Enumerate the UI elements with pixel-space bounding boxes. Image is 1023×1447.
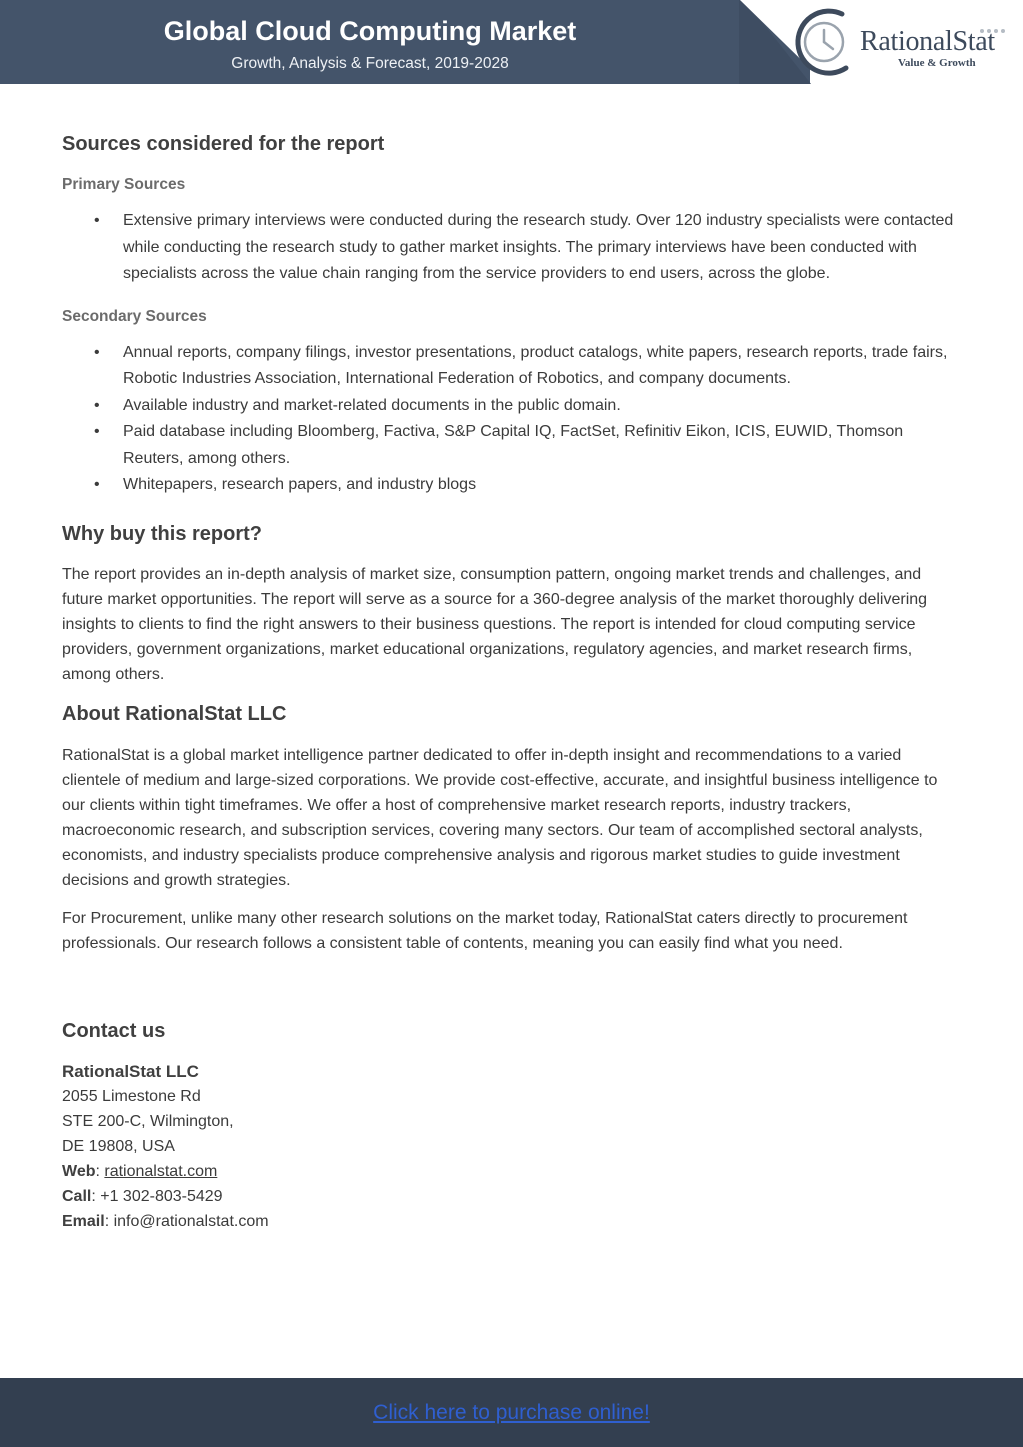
- email-address: info@rationalstat.com: [113, 1212, 269, 1230]
- web-row: [62, 1159, 962, 1184]
- contact-heading: Contact us: [62, 1019, 166, 1042]
- email-label: Email: [62, 1212, 105, 1230]
- list-item: • Annual reports, company filings, investor presentations, product catalogs, white papers, research reports, trade fairs, Robotic Industries Association, International Federation of Robotics, and company documents.: [123, 340, 962, 393]
- page-header: [0, 0, 1023, 84]
- secondary-sources-list: [62, 340, 962, 499]
- primary-sources-list: [62, 208, 962, 288]
- separator: :: [104, 1212, 114, 1230]
- report-subtitle: Growth, Analysis & Forecast, 2019-2028: [231, 55, 509, 72]
- about-heading: About RationalStat LLC: [62, 702, 287, 725]
- separator: :: [95, 1162, 105, 1180]
- contact-block: [62, 1059, 962, 1234]
- list-item: • Whitepapers, research papers, and industry blogs: [123, 472, 962, 499]
- web-label: Web: [62, 1162, 96, 1180]
- address-line: 2055 Limestone Rd: [62, 1087, 201, 1105]
- report-title: Global Cloud Computing Market: [163, 16, 577, 46]
- primary-sources-heading: Primary Sources: [62, 176, 186, 193]
- address-line: STE 200-C, Wilmington,: [62, 1112, 234, 1130]
- rationalstat-logo: [790, 6, 1020, 78]
- website-link[interactable]: rationalstat.com: [104, 1162, 218, 1180]
- list-item: • Paid database including Bloomberg, Factiva, S&P Capital IQ, FactSet, Refinitiv Eikon, ICIS, EUWID, Thomson Reuters, among others.: [123, 419, 962, 472]
- page-footer: [0, 1378, 1023, 1447]
- purchase-link[interactable]: Click here to purchase online!: [373, 1401, 650, 1424]
- sources-heading: Sources considered for the report: [62, 133, 385, 155]
- secondary-sources-heading: Secondary Sources: [62, 307, 207, 325]
- address-line: DE 19808, USA: [62, 1137, 175, 1155]
- separator: :: [91, 1187, 101, 1205]
- list-item: • Available industry and market-related documents in the public domain.: [123, 393, 962, 420]
- why-buy-paragraph: The report provides an in-depth analysis of market size, consumption pattern, ongoing market trends and challenges, and future market opportunities. The report will serve as a source for a 360-degree analysis of the market thoroughly delivering insights to clients to find the right answers to their business questions. The report is intended for cloud computing service providers, government organizations, market educational organizations, regulatory agencies, and market research firms, among others.: [62, 565, 928, 683]
- clock-logo-icon: [790, 6, 860, 78]
- logo-wordmark: RationalStat: [860, 26, 995, 57]
- report-content: [62, 128, 962, 1234]
- call-label: Call: [62, 1187, 92, 1205]
- call-row: [62, 1184, 962, 1209]
- list-item: • Extensive primary interviews were conducted during the research study. Over 120 industry specialists were contacted while conducting the research study to gather market insights. The primary interviews have been conducted with specialists across the value chain ranging from the service providers to end users, across the globe.: [123, 208, 962, 288]
- phone-number: +1 302-803-5429: [100, 1187, 223, 1205]
- logo-tagline: Value & Growth: [898, 57, 976, 69]
- about-paragraph: RationalStat is a global market intelligence partner dedicated to offer in-depth insight and recommendations to a varied clientele of medium and large-sized corporations. We provide cost-effective, accurate, and insightful business intelligence to our clients within tight timeframes. We offer a host of comprehensive market research reports, industry trackers, macroeconomic research, and subscription services, covering many sectors. Our team of accomplished sectoral analysts, economists, and industry specialists produce comprehensive analysis and rigorous market studies to guide investment decisions and growth strategies.: [62, 746, 938, 889]
- company-name: RationalStat LLC: [62, 1061, 199, 1081]
- email-row: [62, 1209, 962, 1234]
- why-buy-heading: Why buy this report?: [62, 522, 262, 545]
- procurement-paragraph: For Procurement, unlike many other research solutions on the market today, RationalStat caters directly to procurement professionals. Our research follows a consistent table of contents, meaning you can easily find what you need.: [62, 909, 908, 952]
